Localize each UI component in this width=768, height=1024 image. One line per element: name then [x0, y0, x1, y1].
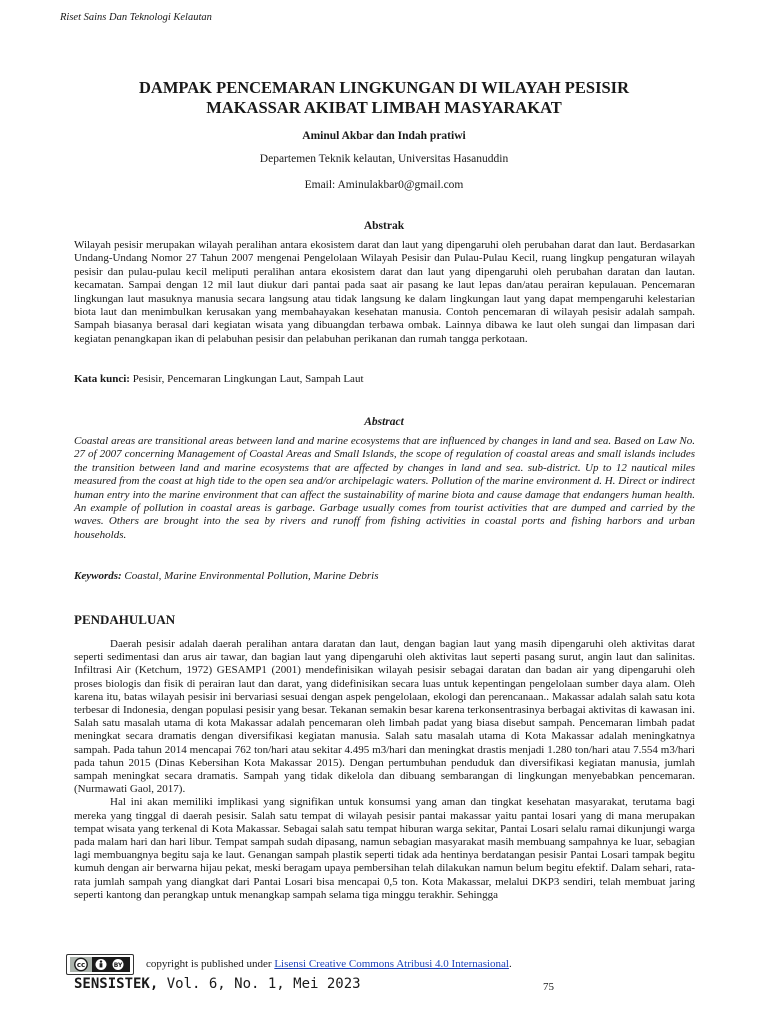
abstract-text: Coastal areas are transitional areas between land and marine ecosystems that are influenced by changes in land and sea. Based on Law No. 27 of 2007 concerning Management of Coastal Areas and Small Islands, the scope of regulation of coastal areas and small islands includes the transition between land and marine ecosystems that are affected by changes in land and sea. sub-district. Up to 12 nautical miles measured from the coast at high tide to the open sea and/or archipelagic waters. Pollution of the marine environment d. H. Direct or indirect human entry into the marine environment that can affect the sustainability of marine biota and cause damage that endangers human health. An example of pollution in coastal areas is garbage. Garbage usually comes from tourist activities that are dumped and carried by the waves. Others are brought into the sea by rivers and runoff from fishing activities in coastal ports and fishing harbors and urban households. [74, 435, 695, 541]
abstrak-keywords-value: Pesisir, Pencemaran Lingkungan Laut, Sampah Laut [129, 373, 364, 385]
abstrak-text: Wilayah pesisir merupakan wilayah peralihan antara ekosistem darat dan laut yang dipengaruhi oleh perubahan darat dan laut. Berdasarkan Undang-Undang Nomor 27 Tahun 2007 mengenai Pengelolaan Wilayah Pesisir dan Pulau-Pulau Kecil, ruang lingkup pengaturan wilayah pesisir dan pulau-pulau kecil meliputi peralihan antara ekosistem darat dan laut yang dipengaruhi oleh perubahan daratan dan lautan. kecamatan. Sampai dengan 12 mil laut diukur dari pantai pada saat air pasang ke laut lepas dan/atau perairan kepulauan. Pencemaran lingkungan laut masuknya manusia secara langsung atau tidak langsung ke dalam lingkungan laut yang dapat mempengaruhi kelestarian biota laut dan menimbulkan kerusakan yang membahayakan kesehatan manusia. Contoh pencemaran di wilayah pesisir adalah sampah. Sampah biasanya berasal dari kegiatan wisata yang dibuangdan terbawa ombak. Lainnya dibawa ke laut oleh sungai dan limpasan dari kegiatan penangkapan ikan di pelabuhan pesisir dan pelabuhan perikanan dan rumah tangga perkotaan. [74, 239, 695, 345]
journal-header: Riset Sains Dan Teknologi Kelautan [60, 12, 212, 23]
creative-commons-by-icon[interactable] [66, 954, 134, 975]
paper-title-line-2: MAKASSAR AKIBAT LIMBAH MASYARAKAT [206, 98, 562, 117]
section-heading-introduction: PENDAHULUAN [74, 612, 176, 627]
page-number: 75 [543, 981, 554, 993]
copyright-end: . [508, 958, 512, 970]
abstrak-keywords [74, 373, 695, 385]
svg-text:BY: BY [113, 962, 123, 969]
abstract-keywords [74, 570, 695, 582]
journal-citation [74, 976, 361, 992]
cc-by-icon-graphic [70, 957, 130, 972]
paper-authors: Aminul Akbar dan Indah pratiwi [302, 130, 466, 142]
journal-name: SENSISTEK, [74, 976, 159, 992]
introduction-paragraph-2: Hal ini akan memiliki implikasi yang signifikan untuk konsumsi yang aman dan tingkat kesehatan masyarakat, terutama bagi mereka yang tinggal di daerah pesisir. Salah satu tempat di wilayah pesisir pantai makassar yaitu pantai losari yang di mana merupakan tempat wisata yang terkenal di Kota Makassar. Sebagai salah satu tempat hiburan warga sekitar, Pantai Losari selalu ramai dikunjungi warga pada malam hari dan hari libur. Tempat sampah sudah dipasang, namun sebagian masyarakat masih membuang sampahnya ke luar, sebagian lagi membuangnya begitu saja ke laut. Genangan sampah plastik seperti tidak ada hentinya berdatangan pesisir Pantai Losari tampak begitu kumuh dengan air berwarna hijau pekat, meski beragam upaya pembersihan telah dilakukan namun belum begitu efektif. Dalam sehari, rata-rata jumlah sampah yang diangkat dari Pantai Losari bisa mencapai 0,5 ton. Kota Makassar, melalui DKP3 sendiri, telah membuat jaring seperti kantong dan perangkap untuk menangkap sampah selama tiga minggu terakhir. Sehingga [74, 796, 695, 901]
journal-issue: Vol. 6, No. 1, Mei 2023 [158, 976, 361, 992]
abstract-keywords-label: Keywords: [74, 570, 122, 582]
abstract-heading: Abstract [364, 416, 404, 428]
license-link[interactable]: Lisensi Creative Commons Atribusi 4.0 Internasional [274, 958, 509, 970]
copyright-notice [146, 958, 512, 970]
introduction-paragraph-1: Daerah pesisir adalah daerah peralihan antara daratan dan laut, dengan bagian laut yang masih dipengaruhi oleh aktivitas darat seperti sedimentasi dan arus air tawar, dan bagian laut yang dipengaruhi oleh aktivitas laut seperti pasang surut, angin laut dan salinitas. Infiltrasi Air (Ketchum, 1972) GESAMP1 (2001) mendefinisikan wilayah pesisir sebagai daratan dan badan air yang dipengaruhi oleh proses biologis dan fisik di perairan laut dan darat, yang didefinisikan secara luas untuk kepentingan pengelolaan sumber daya alam. Oleh karena itu, batas wilayah pesisir ini bervariasi sesuai dengan aspek pengelolaan, ekologi dan perencanaan.. Makassar adalah salah satu kota terbesar di Indonesia, dengan populasi pesisir yang besar. Tekanan semakin besar karena terkonsentrasinya berbagai aktivitas di kawasan ini. Salah satu masalah utama di kota Makassar adalah pencemaran oleh limbah padat yang biasa disebut sampah. Pencemaran limbah padat meningkat secara dramatis dengan diversifikasi kegiatan manusia. Salah satu masalah utama di Kota Makassar adalah meningkatnya sampah. Pada tahun 2014 mencapai 762 ton/hari atau sekitar 4.495 m3/hari dan meningkat drastis menjadi 1.280 ton/hari atau 7.554 m3/hari pada tahun 2015 (Dinas Kebersihan Kota Makassar 2015). Dengan pertumbuhan penduduk dan diversifikasi kegiatan manusia, jumlah sampah meningkat secara dramatis. Sampah yang tidak dikelola dan dibuang sembarangan di lingkungan menyebabkan pencemaran. (Nurmawati Gaol, 2017). [74, 638, 695, 796]
svg-text:cc: cc [76, 961, 86, 970]
paper-title [60, 78, 708, 118]
abstrak-keywords-label: Kata kunci: [74, 373, 130, 385]
copyright-text: copyright is published under [146, 958, 275, 970]
paper-title-line-1: DAMPAK PENCEMARAN LINGKUNGAN DI WILAYAH PESISIR [138, 78, 629, 97]
abstract-keywords-value: Coastal, Marine Environmental Pollution, Marine Debris [121, 570, 379, 582]
author-affiliation: Departemen Teknik kelautan, Universitas Hasanuddin [259, 153, 509, 165]
abstrak-heading: Abstrak [363, 220, 405, 232]
introduction-body [74, 638, 695, 902]
author-email: Email: Aminulakbar0@gmail.com [304, 179, 464, 191]
